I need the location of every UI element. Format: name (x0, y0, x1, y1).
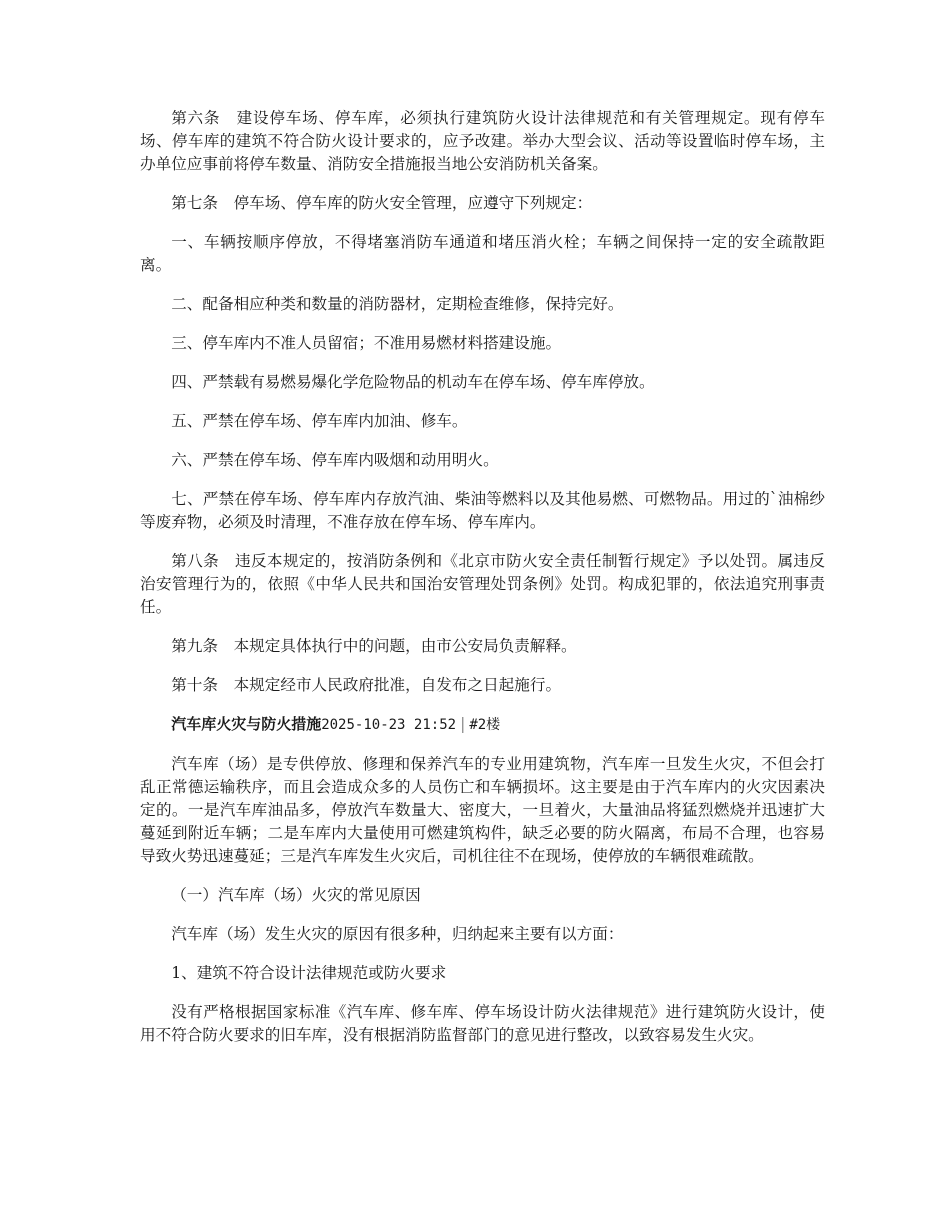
paragraph-rule-6: 六、严禁在停车场、停车库内吸烟和动用明火。 (171, 451, 499, 469)
paragraph-causes-summary: 汽车库（场）发生火灾的原因有很多种，归纳起来主要有以方面： (171, 925, 624, 943)
paragraph-rule-4: 四、严禁载有易燃易爆化学危险物品的机动车在停车场、停车库停放。 (171, 373, 655, 391)
paragraph-article-8: 第八条 违反本规定的，按消防条例和《北京市防火安全责任制暂行规定》予以处罚。属违反治安管理行为的，依照《中华人民共和国治安管理处罚条例》处罚。构成犯罪的，依法追究刑事责任。 (140, 552, 825, 616)
paragraph-cause-1-detail: 没有严格根据国家标准《汽车库、修车库、停车场设计防火法律规范》进行建筑防火设计，使用不符合防火要求的旧车库，没有根据消防监督部门的意见进行整改，以致容易发生火灾。 (140, 1003, 825, 1044)
post-separator: | (460, 715, 466, 733)
subheading-cause-1: 1、建筑不符合设计法律规范或防火要求 (171, 964, 447, 982)
post-header (140, 713, 825, 737)
paragraph-rule-1: 一、车辆按顺序停放，不得堵塞消防车通道和堵压消火栓；车辆之间保持一定的安全疏散距离。 (140, 233, 825, 274)
document-body (140, 107, 825, 1063)
post-title: 汽车库火灾与防火措施 (171, 715, 322, 733)
paragraph-garage-intro: 汽车库（场）是专供停放、修理和保养汽车的专业用建筑物，汽车库一旦发生火灾，不但会打乱正常德运输秩序，而且会造成众多的人员伤亡和车辆损坏。这主要是由于汽车库内的火灾因素决定的。一是汽车库油品多，停放汽车数量大、密度大，一旦着火，大量油品将猛烈燃烧并迅速扩大蔓延到附近车辆；二是车库内大量使用可燃建筑构件，缺乏必要的防火隔离，布局不合理，也容易导致火势迅速蔓延；三是汽车库发生火灾后，司机往往不在现场，使停放的车辆很难疏散。 (140, 755, 825, 865)
paragraph-article-7: 第七条 停车场、停车库的防火安全管理，应遵守下列规定： (171, 194, 593, 212)
post-timestamp: 2025-10-23 21:52 (321, 717, 457, 733)
paragraph-article-10: 第十条 本规定经市人民政府批准，自发布之日起施行。 (171, 676, 562, 694)
paragraph-rule-3: 三、停车库内不准人员留宿；不准用易燃材料搭建设施。 (171, 334, 562, 352)
paragraph-article-6: 第六条 建设停车场、停车库，必须执行建筑防火设计法律规范和有关管理规定。现有停车场、停车库的建筑不符合防火设计要求的，应予改建。举办大型会议、活动等设置临时停车场，主办单位应事前将停车数量、消防安全措施报当地公安消防机关备案。 (140, 109, 825, 173)
post-floor: #2楼 (469, 717, 501, 733)
paragraph-article-9: 第九条 本规定具体执行中的问题，由市公安局负责解释。 (171, 637, 577, 655)
paragraph-rule-7: 七、严禁在停车场、停车库内存放汽油、柴油等燃料以及其他易燃、可燃物品。用过的`油棉纱等废弃物，必须及时清理，不准存放在停车场、停车库内。 (140, 490, 825, 531)
section-heading-causes: （一）汽车库（场）火灾的常见原因 (171, 886, 421, 904)
paragraph-rule-2: 二、配备相应种类和数量的消防器材，定期检查维修，保持完好。 (171, 295, 624, 313)
paragraph-rule-5: 五、严禁在停车场、停车库内加油、修车。 (171, 412, 468, 430)
